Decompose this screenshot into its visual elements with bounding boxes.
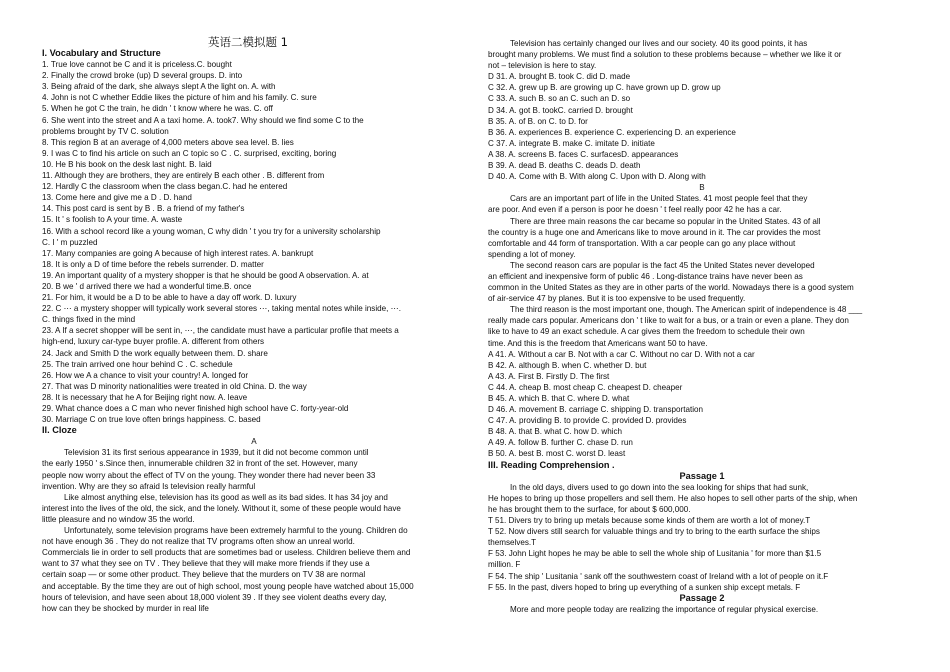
left-text-line: high-end, luxury car-type buyer profile. A. different from others: [42, 337, 265, 347]
right-text-line: A 49. A. follow B. further C. chase D. run: [488, 438, 633, 448]
right-text-line: More and more people today are realizing the importance of regular physical exercise.: [510, 604, 819, 614]
left-text-line: 30. Marriage C on true love often brings happiness. C. based: [42, 415, 261, 425]
left-text-line: interest into the lives of the old, the sick, and the lonely. Without it, some of these people would have: [42, 503, 401, 513]
right-text-line: A 41. A. Without a car B. Not with a car C. Without no car D. With not a car: [488, 349, 755, 359]
left-text-line: 25. The train arrived one hour behind C . C. schedule: [42, 359, 233, 369]
left-text-line: hours of television, and have seen about 18,000 violent 39 . If they see violent deaths every day,: [42, 592, 387, 602]
left-text-line: 3. Being afraid of the dark, she always slept A the light on. A. with: [42, 82, 276, 92]
left-text-line: 14. This post card is sent by B . B. a friend of my father's: [42, 204, 245, 214]
right-text-line: III. Reading Comprehension .: [488, 459, 615, 470]
right-text-line: T 52. Now divers still search for valuable things and try to bring to the earth surface the ships: [488, 527, 820, 537]
right-text-line: There are three main reasons the car became so popular in the United States. 43 of all: [510, 216, 821, 226]
right-text-line: he has brought them to the surface, for about $ 600,000.: [488, 504, 691, 514]
right-text-line: an efficient and inexpensive form of public 46 . Long-distance trains have never been as: [488, 271, 803, 281]
left-text-line: 15. It ' s foolish to A your time. A. waste: [42, 215, 183, 225]
right-text-line: like to have to 49 an exact schedule. A car gives them the freedom to schedule their own: [488, 327, 805, 337]
right-text-line: F 54. The ship ' Lusitania ' sank off the southwestern coast of Ireland with a lot of people on it.F: [488, 571, 829, 581]
left-text-line: problems brought by TV C. solution: [42, 126, 169, 136]
right-text-line: F 55. In the past, divers hoped to bring up everything of a sunken ship except metals. F: [488, 582, 801, 592]
right-text-line: the country is a huge one and Americans like to move around in it. The car provides the most: [488, 227, 821, 237]
right-text-line: The third reason is the most important one, though. The American spirit of independence is 48 ___: [510, 305, 863, 315]
left-text-line: not have enough 36 . They do not realize that TV programs often show an unreal world.: [42, 537, 355, 547]
left-text-line: 10. He B his book on the desk last night. B. laid: [42, 159, 212, 169]
right-text-line: A 38. A. screens B. faces C. surfacesD. appearances: [488, 149, 679, 159]
right-text-line: of air-service 47 by planes. But it is too expensive to be used frequently.: [488, 294, 746, 304]
right-text-line: T 51. Divers try to bring up metals because some kinds of them are worth a lot of money.T: [488, 516, 811, 526]
right-text-line: Passage 1: [679, 470, 725, 481]
right-text-line: B 36. A. experiences B. experience C. experiencing D. an experience: [488, 127, 736, 137]
right-text-line: C 33. A. such B. so an C. such an D. so: [488, 94, 631, 104]
left-text-line: 5. When he got C the train, he didn ' t know where he was. C. off: [42, 104, 273, 114]
left-text-line: 16. With a school record like a young woman, C why didn ' t you try for a university scholarship: [42, 226, 381, 236]
left-text-line: 12. Hardly C the classroom when the class began.C. had he entered: [42, 182, 288, 192]
right-text-line: C 44. A. cheap B. most cheap C. cheapest D. cheaper: [488, 382, 683, 392]
left-text-line: II. Cloze: [42, 425, 77, 436]
left-text-line: and acceptable. By the time they are out of high school, most young people have watched about 15,000: [42, 581, 414, 591]
left-text-line: 13. Come here and give me a D . D. hand: [42, 193, 192, 203]
right-text-line: Television has certainly changed our lives and our society. 40 its good points, it has: [510, 39, 808, 48]
left-text-line: people now worry about the effect of TV on the young. They wonder there had never been 33: [42, 470, 376, 480]
right-text-line: million. F: [488, 560, 521, 570]
right-text-line: C 32. A. grew up B. are growing up C. have grown up D. grow up: [488, 83, 721, 93]
left-text-line: 24. Jack and Smith D the work equally between them. D. share: [42, 348, 268, 358]
left-text-line: 1. True love cannot be C and it is priceless.C. bought: [42, 60, 232, 70]
left-text-line: 4. John is not C whether Eddie likes the picture of him and his family. C. sure: [42, 93, 317, 103]
left-text-line: C. things fixed in the mind: [42, 315, 136, 325]
right-column: [488, 38, 916, 615]
left-text-line: 22. C ⋯ a mystery shopper will typically work several stores ⋯, taking mental notes while inside, ⋯.: [42, 304, 401, 314]
left-text-line: C. I ' m puzzled: [42, 237, 98, 247]
right-text-line: Passage 2: [679, 592, 725, 603]
left-text-line: 17. Many companies are going A because of high interest rates. A. bankrupt: [42, 248, 314, 258]
document-title: 英语二模拟题 1: [208, 35, 288, 49]
right-text-line: comfortable and 44 form of transportation. With a car people can go any place without: [488, 238, 796, 248]
right-text-line: B 42. A. although B. when C. whether D. but: [488, 360, 647, 370]
right-text-line: He hopes to bring up those propellers and sell them. He also hopes to sell other parts of the ship, when: [488, 493, 858, 503]
left-text-line: 9. I was C to find his article on such an C topic so C . C. surprised, exciting, boring: [42, 148, 337, 158]
right-text-line: B 50. A. best B. most C. worst D. least: [488, 449, 626, 459]
right-text-line: brought many problems. We must find a solution to these problems because – whether we like it or: [488, 50, 842, 60]
left-text-line: 20. B we ' d arrived there we had a wonderful time.B. once: [42, 281, 252, 291]
right-text-line: B 45. A. which B. that C. where D. what: [488, 394, 630, 403]
right-text-line: In the old days, divers used to go down into the sea looking for ships that had sunk,: [510, 482, 809, 492]
left-text-line: Television 31 its first serious appearance in 1939, but it did not become common until: [64, 448, 369, 458]
right-text-line: D 34. A. got B. tookC. carried D. brought: [488, 105, 633, 115]
left-text-line: A: [251, 437, 257, 447]
left-text-line: Like almost anything else, television has its good as well as its bad sides. It has 34 joy and: [64, 492, 388, 502]
right-text-line: F 53. John Light hopes he may be able to sell the whole ship of Lusitania ' for more than $1.5: [488, 549, 822, 559]
left-text-line: 11. Although they are brothers, they are entirely B each other . B. different from: [42, 171, 325, 181]
left-text-line: 2. Finally the crowd broke (up) D several groups. D. into: [42, 71, 243, 81]
right-text-line: spending a lot of money.: [488, 249, 576, 259]
left-text-line: certain soap — or some other product. They believe that the murders on TV 38 are normal: [42, 570, 366, 580]
right-text-line: A 43. A. First B. Firstly D. The first: [488, 371, 610, 381]
left-text-line: 28. It is necessary that he A for Beijing right now. A. leave: [42, 392, 248, 402]
right-text-line: B 48. A. that B. what C. how D. which: [488, 427, 623, 437]
left-text-line: 27. That was D minority nationalities were treated in old China. D. the way: [42, 381, 307, 391]
right-text-line: common in the United States as they are in other parts of the world. Nowadays there is a good system: [488, 283, 854, 293]
left-text-line: how can they be shocked by murder in real life: [42, 603, 209, 613]
left-text-line: 26. How we A a chance to visit your country! A. longed for: [42, 370, 249, 380]
right-text-line: C 37. A. integrate B. make C. imitate D. initiate: [488, 138, 655, 148]
left-text-line: 19. An important quality of a mystery shopper is that he should be good A observation. A. at: [42, 270, 369, 280]
right-text-line: Cars are an important part of life in the United States. 41 most people feel that they: [510, 194, 808, 204]
left-text-line: 21. For him, it would be a D to be able to have a day off work. D. luxury: [42, 293, 297, 303]
left-text-line: invention. Why are they so afraid Is television really harmful: [42, 481, 256, 491]
left-text-line: little pleasure and no window 35 the world.: [42, 514, 195, 524]
left-text-line: Commercials lie in order to sell products that are sometimes bad or useless. Children believe them and: [42, 548, 411, 558]
right-text-line: themselves.T: [488, 538, 537, 548]
right-text-line: B 35. A. of B. on C. to D. for: [488, 116, 588, 126]
left-text-line: 23. A If a secret shopper will be sent in, ⋯, the candidate must have a particular profile that meets a: [42, 326, 399, 336]
right-text-line: not – television is here to stay.: [488, 61, 597, 71]
right-text-line: B 39. A. dead B. deaths C. deads D. death: [488, 161, 641, 171]
left-text-line: 18. It is only a D of time before the rebels surrender. D. matter: [42, 259, 264, 269]
right-text-line: time. And this is the freedom that Americans want 50 to have.: [488, 338, 708, 348]
right-text-line: D 40. A. Come with B. With along C. Upon with D. Along with: [488, 172, 706, 182]
left-text-line: the early 1950 ' s.Since then, innumerable children 32 in front of the set. However, many: [42, 459, 358, 469]
left-text-line: want to 37 what they see on TV . They believe that they will make more friends if they use a: [42, 559, 370, 569]
right-text-line: D 46. A. movement B. carriage C. shipping D. transportation: [488, 405, 704, 415]
left-text-line: 29. What chance does a C man who never finished high school have C. forty-year-old: [42, 404, 349, 413]
right-text-line: C 47. A. providing B. to provide C. provided D. provides: [488, 416, 687, 426]
left-text-line: Unfortunately, some television programs have been extremely harmful to the young. Children do: [64, 526, 408, 536]
left-column: [42, 48, 466, 614]
right-text-line: The second reason cars are popular is the fact 45 the United States never developed: [510, 260, 815, 270]
left-text-line: I. Vocabulary and Structure: [42, 48, 161, 58]
left-text-line: 6. She went into the street and A a taxi home. A. took7. Why should we find some C to the: [42, 115, 364, 125]
right-text-line: are poor. And even if a person is poor he doesn ' t feel really poor 42 he has a car.: [488, 205, 782, 215]
right-text-line: really made cars popular. Americans don ' t like to wait for a bus, or a train or even a plane. They don: [488, 316, 849, 326]
right-text-line: B: [699, 183, 705, 193]
left-text-line: 8. This region B at an average of 4,000 meters above sea level. B. lies: [42, 137, 294, 147]
right-text-line: D 31. A. brought B. took C. did D. made: [488, 72, 631, 82]
